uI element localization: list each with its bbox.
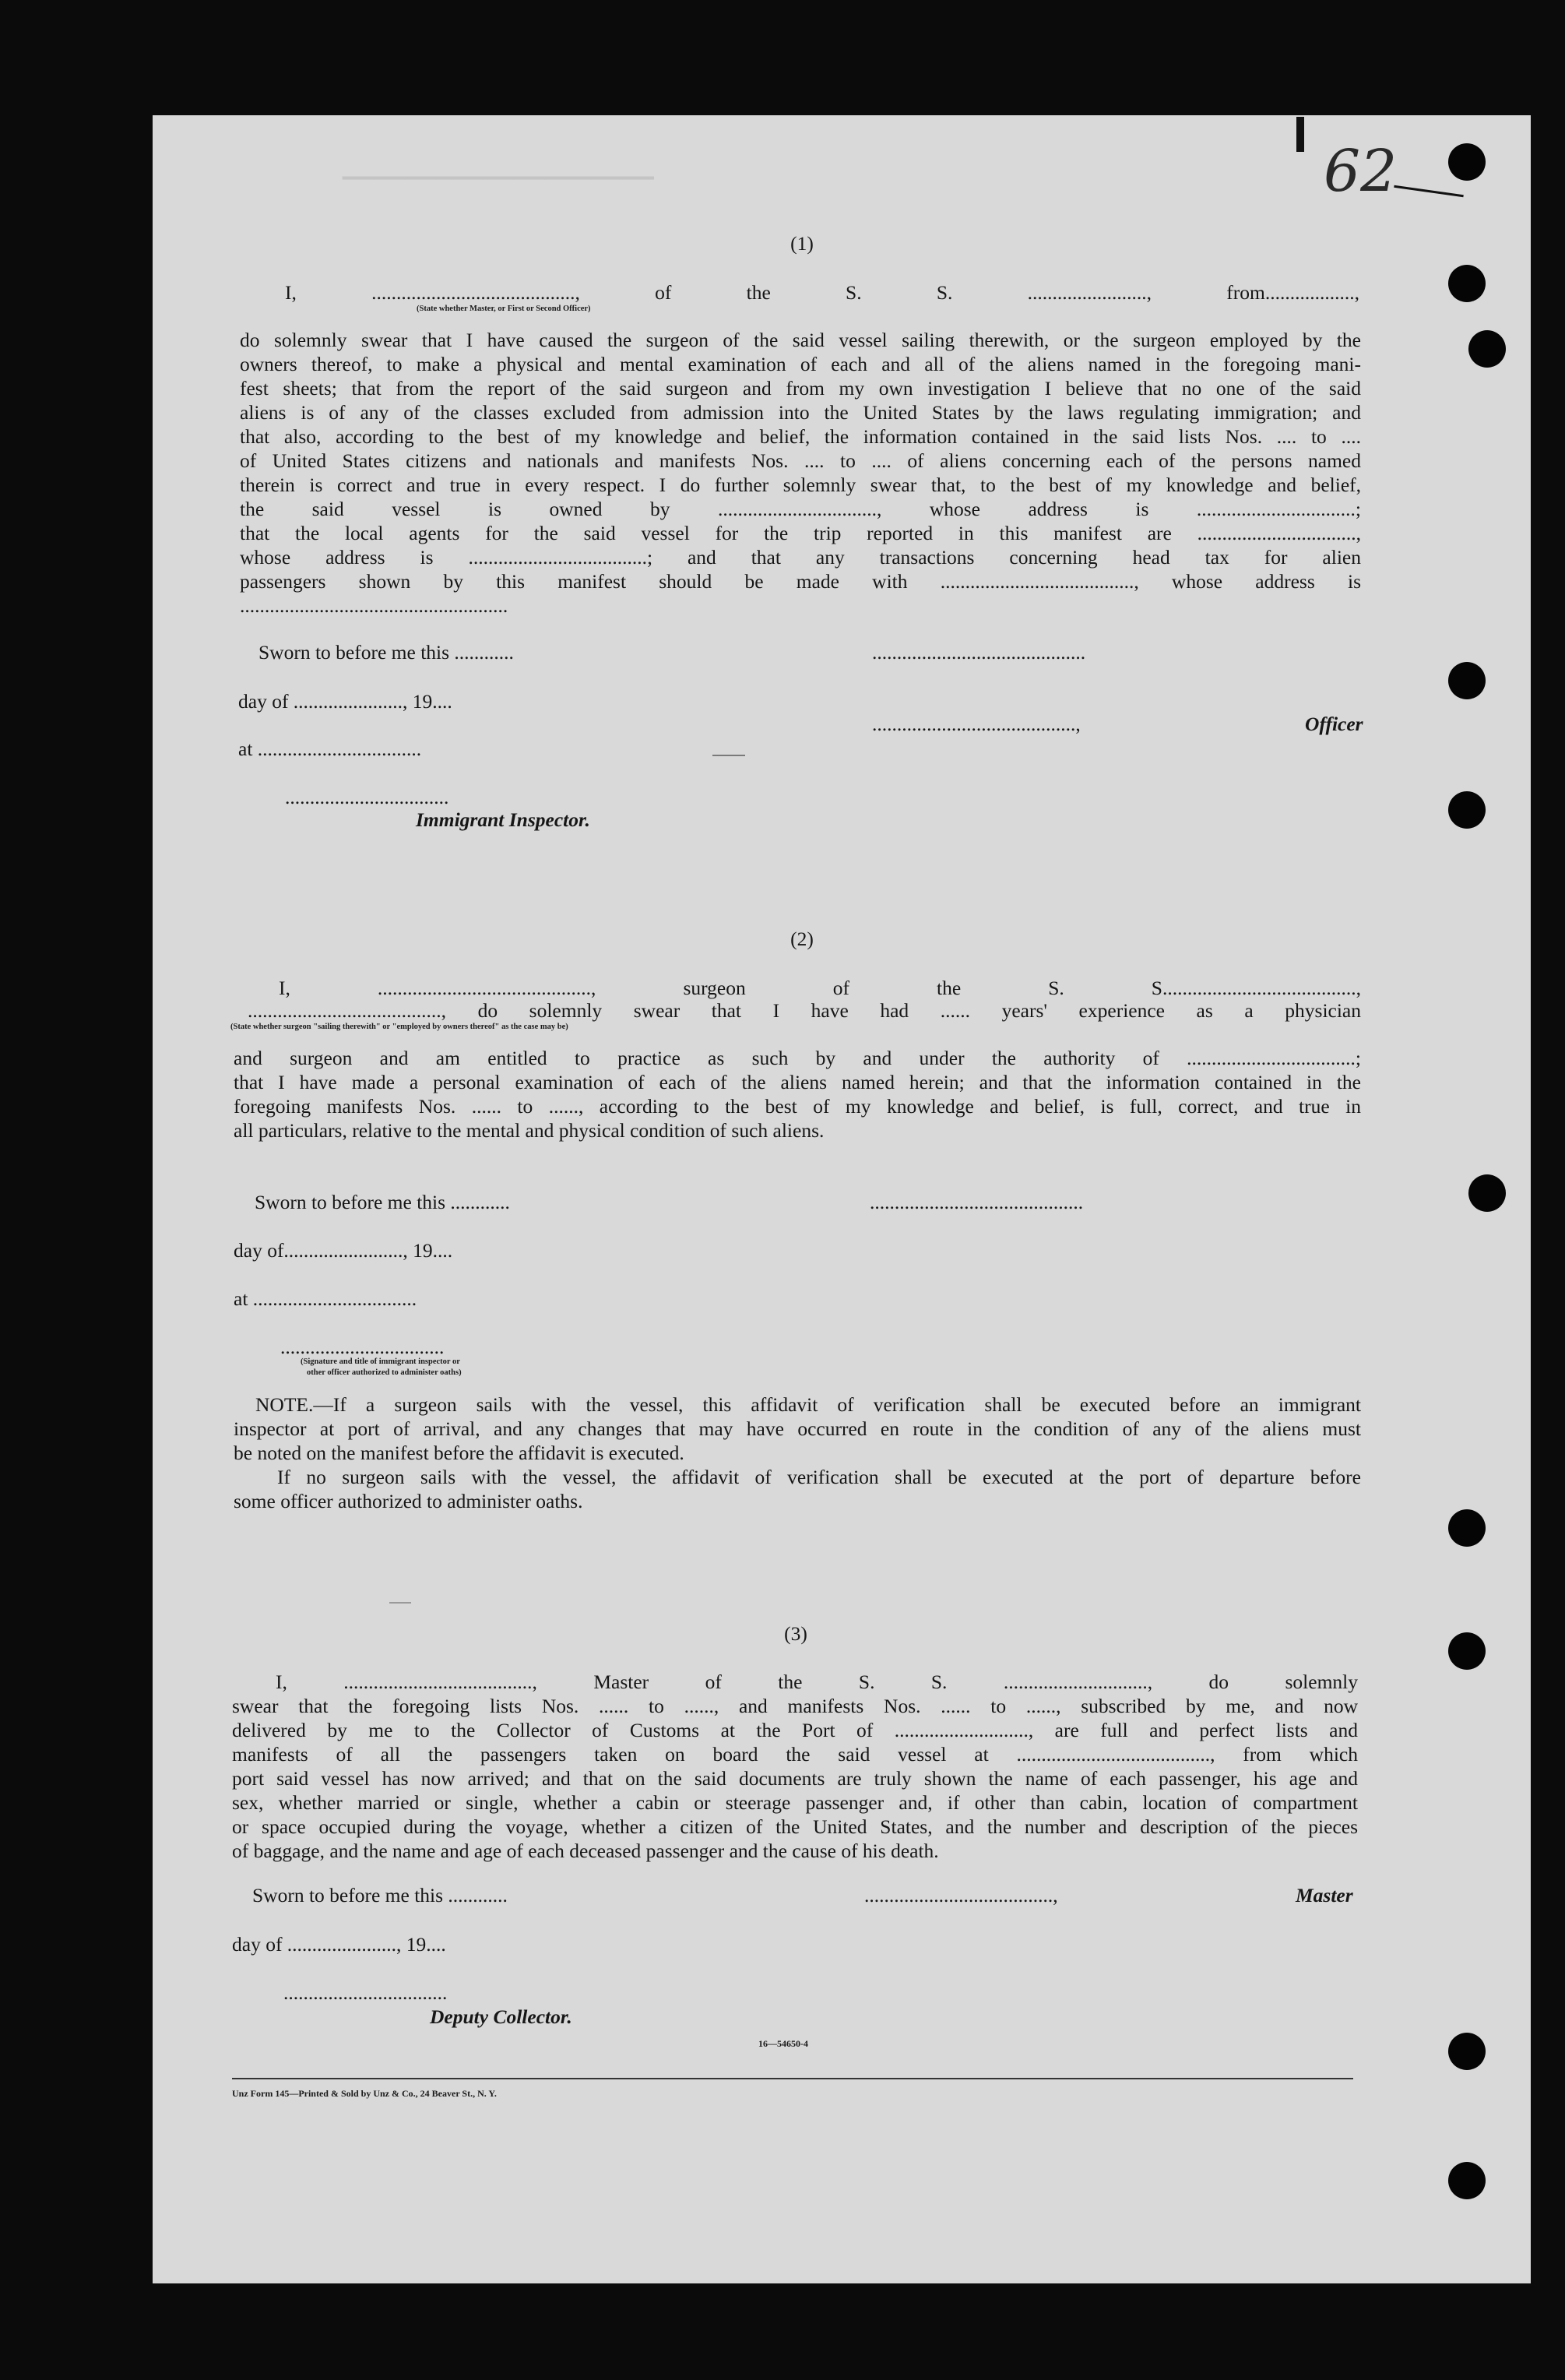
section-2-note-line: NOTE.—If a surgeon sails with the vessel, this affidavit of verification shall be executed before an immigrant	[255, 1393, 1361, 1416]
section-2-at: at .................................	[234, 1287, 417, 1310]
section-2-note-line: some officer authorized to administer oaths.	[234, 1490, 583, 1512]
section-1-first-line-note: (State whether Master, or First or Second Officer)	[417, 305, 591, 313]
section-2-para-line: foregoing manifests Nos. ...... to ......, according to the best of my knowledge and belief, is full, correct, and true in	[234, 1095, 1361, 1118]
section-3-right-line: ......................................,	[864, 1884, 1058, 1906]
section-1-first-line: I, ........................................., of the S. S. ........................, from..................,	[285, 281, 1359, 304]
section-3-master: Master	[1296, 1884, 1353, 1906]
section-3-para-line: sex, whether married or single, whether a cabin or steerage passenger and, if other than cabin, location of compartment	[232, 1791, 1358, 1814]
section-2-para-line: all particulars, relative to the mental and physical condition of such aliens.	[234, 1119, 825, 1142]
section-2-note-line: If no surgeon sails with the vessel, the affidavit of verification shall be executed at the port of departure before	[277, 1466, 1361, 1488]
section-2-signature-line: .................................	[280, 1336, 445, 1358]
bleed-through-heading: ▔▔▔▔▔▔▔▔▔▔▔▔▔▔▔▔▔▔▔▔	[343, 178, 654, 200]
corner-mark	[1296, 117, 1304, 152]
section-1-para-line: of United States citizens and nationals and manifests Nos. .... to .... of aliens concerning each of the persons named	[240, 449, 1361, 472]
section-3-sworn: Sworn to before me this ............	[252, 1884, 508, 1906]
section-2-para-line: and surgeon and am entitled to practice as such by and under the authority of ..................................;	[234, 1047, 1361, 1069]
section-2-right-line: ...........................................	[870, 1191, 1084, 1213]
punch-hole	[1468, 1174, 1506, 1212]
stray-dash	[389, 1602, 411, 1604]
section-1-para-line: the said vessel is owned by ................................, whose address is ................................;	[240, 498, 1361, 520]
footer-rule	[232, 2078, 1353, 2079]
section-1-para-line: that also, according to the best of my knowledge and belief, the information contained in the said lists Nos. .... to ....	[240, 425, 1361, 448]
form-number: 16—54650-4	[758, 2038, 808, 2049]
section-3-number: (3)	[784, 1622, 807, 1645]
section-3-para-line: swear that the foregoing lists Nos. ...... to ......, and manifests Nos. ...... to ......, subscribed by me, and now	[232, 1695, 1358, 1717]
section-1-para-line: passengers shown by this manifest should be made with ......................................., whose address is	[240, 570, 1361, 593]
section-1-para-line: ......................................................	[240, 594, 508, 617]
section-1-signer: Immigrant Inspector.	[416, 808, 590, 831]
section-1-sworn: Sworn to before me this ............	[258, 641, 514, 664]
section-2-note-line: inspector at port of arrival, and any changes that may have occurred en route in the condition of any of the aliens must	[234, 1417, 1361, 1440]
section-2-sworn: Sworn to before me this ............	[255, 1191, 510, 1213]
punch-hole	[1448, 143, 1486, 181]
section-1-signature-line: .................................	[285, 786, 449, 808]
section-1-para-line: fest sheets; that from the report of the said surgeon and from my own investigation I believe that no one of the said	[240, 377, 1361, 400]
punch-hole	[1448, 2033, 1486, 2070]
section-3-para-line: manifests of all the passengers taken on board the said vessel at ......................................., from which	[232, 1743, 1358, 1766]
section-3-signer: Deputy Collector.	[430, 2005, 572, 2028]
section-1-para-line: aliens is of any of the classes excluded from admission into the United States by the laws regulating immigration; and	[240, 401, 1361, 424]
section-2-second-line-note: (State whether surgeon "sailing therewith" or "employed by owners thereof" as the case may be)	[230, 1023, 568, 1031]
section-2-signature-note: other officer authorized to administer oaths)	[307, 1368, 462, 1377]
section-1-para-line: whose address is ....................................; and that any transactions concerning head tax for alien	[240, 546, 1361, 569]
section-2-day: day of........................, 19....	[234, 1239, 453, 1262]
section-1-at: at .................................	[238, 738, 422, 760]
section-3-para-line: I, ......................................, Master of the S. S. ............................., do solemnly	[276, 1671, 1358, 1693]
section-1-para-line: do solemnly swear that I have caused the surgeon of the said vessel sailing therewith, or the surgeon employed by the	[240, 329, 1361, 351]
section-2-first-line: I, ..........................................., surgeon of the S. S.......................................,	[279, 977, 1361, 999]
printer-imprint: Unz Form 145—Printed & Sold by Unz & Co., 24 Beaver St., N. Y.	[232, 2088, 497, 2099]
punch-hole	[1448, 791, 1486, 829]
section-2-signature-note: (Signature and title of immigrant inspector or	[301, 1357, 460, 1366]
section-1-day: day of ......................, 19....	[238, 690, 452, 713]
section-1-para-line: that the local agents for the said vessel for the trip reported in this manifest are ................................,	[240, 522, 1361, 544]
section-3-para-line: port said vessel has now arrived; and that on the said documents are truly shown the name of each passenger, his age and	[232, 1767, 1358, 1790]
punch-hole	[1448, 662, 1486, 699]
section-3-para-line: of baggage, and the name and age of each deceased passenger and the cause of his death.	[232, 1840, 939, 1862]
stray-dash	[712, 755, 745, 756]
section-3-day: day of ......................, 19....	[232, 1933, 446, 1956]
punch-hole	[1448, 1632, 1486, 1670]
section-2-number: (2)	[790, 928, 814, 950]
section-1-para-line: owners thereof, to make a physical and mental examination of each and all of the aliens named in the foregoing mani-	[240, 353, 1361, 375]
section-1-number: (1)	[790, 232, 814, 255]
punch-hole	[1448, 2162, 1486, 2199]
section-3-para-line: delivered by me to the Collector of Customs at the Port of ..........................., are full and perfect lists and	[232, 1719, 1358, 1741]
section-1-right-line-2: .........................................,	[872, 713, 1081, 735]
section-2-note-line: be noted on the manifest before the affidavit is executed.	[234, 1442, 684, 1464]
punch-hole	[1448, 265, 1486, 302]
punch-hole	[1448, 1509, 1486, 1547]
section-3-para-line: or space occupied during the voyage, whether a citizen of the United States, and the number and description of the pieces	[232, 1815, 1358, 1838]
section-2-second-line: ......................................., do solemnly swear that I have had ...... years' experience as a physician	[248, 999, 1361, 1022]
section-1-right-line-1: ...........................................	[872, 641, 1086, 664]
section-2-para-line: that I have made a personal examination of each of the aliens named herein; and that the information contained in the	[234, 1071, 1361, 1093]
punch-hole	[1468, 330, 1506, 368]
section-1-para-line: therein is correct and true in every respect. I do further solemnly swear that, to the best of my knowledge and belief,	[240, 474, 1361, 496]
section-1-officer: Officer	[1305, 713, 1363, 735]
section-3-signature-line: .................................	[283, 1981, 448, 2004]
page-number: 62	[1324, 138, 1398, 205]
